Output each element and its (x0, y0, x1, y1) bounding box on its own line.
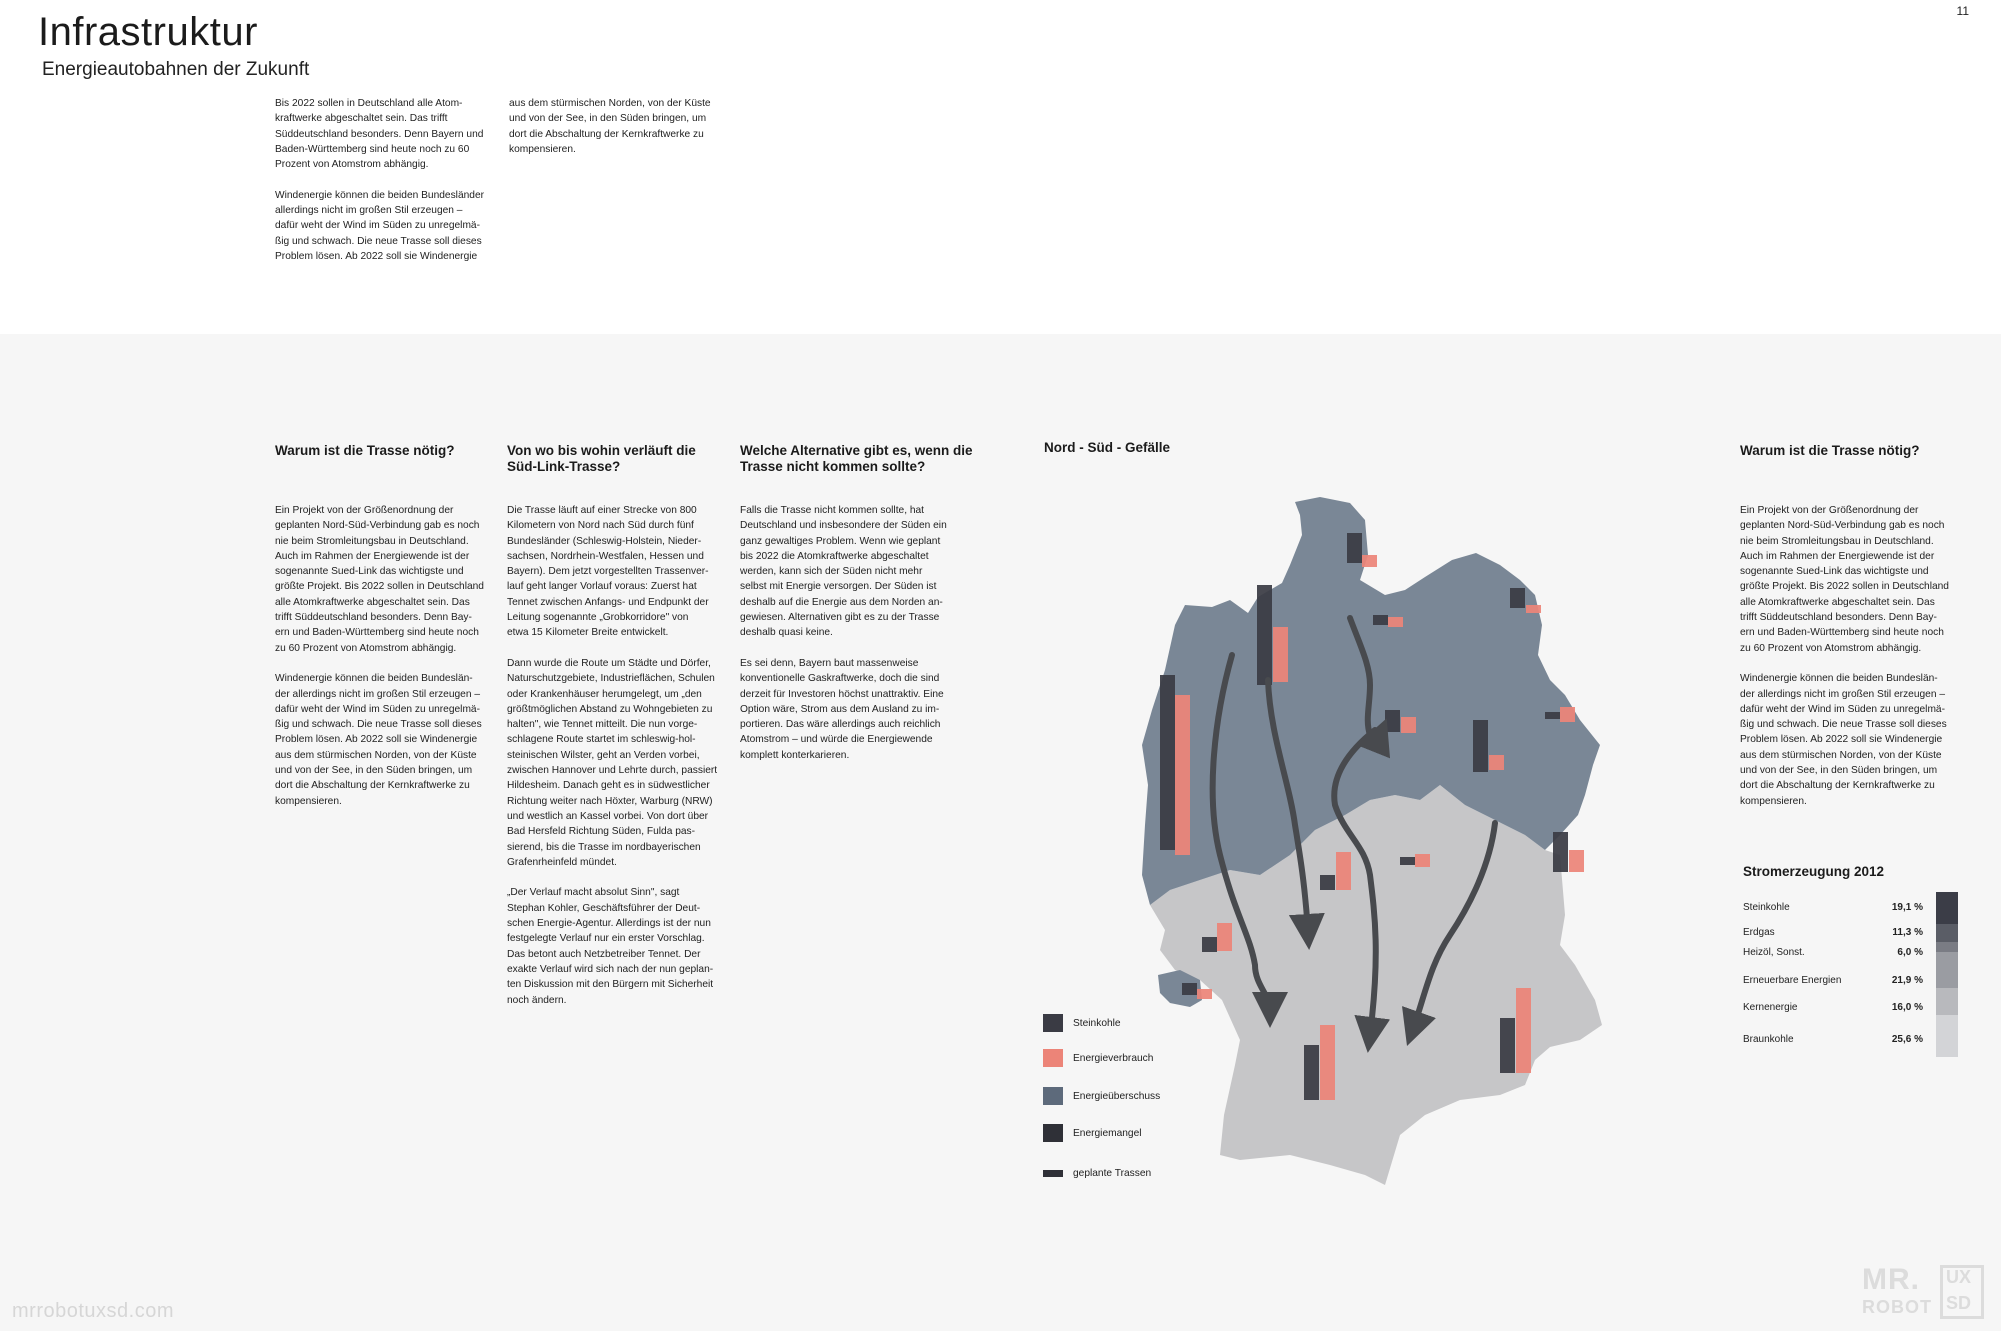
production-row-name: Erdgas (1743, 927, 1775, 938)
map-bar (1500, 1018, 1515, 1073)
section-body-2: Die Trasse läuft auf einer Strecke von 800 Kilometern von Nord nach Süd durch fünf Bundesländer (Schleswig-Holstein, Nieder- sachsen, Nordrhein-Westfalen, Hessen und Bayern). Dem jetzt vorgestellten Trassenver- lauf geht langer Vorlauf voraus: Zuerst hat Tennet zwischen Anfangs- und Endpunkt der Leitung sogenannte „Grobkorridore" von etwa 15 Kilometer Breite entwickelt. Dann wurde die Route um Städte und Dörfer, Naturschutzgebiete, Industrieflächen, Schulen oder Krankenhäuser herumgelegt, um „den größtmöglichen Abstand zu Wohngebieten zu halten", wie Tennet mitteilt. Die nun vorge- schlagene Route startet im schleswig-hol- steinischen Wilster, geht an Verden vorbei, zwischen Hannover und Lehrte durch, passiert Hildesheim. Danach geht es in südwestlicher Richtung weiter nach Höxter, Warburg (NRW) und westlich an Kassel vorbei. Von dort über Bad Hersfeld Richtung Süden, Fulda pas- sierend, bis die Trasse im nordbayerischen Grafenrheinfeld mündet. „Der Verlauf macht absolut Sinn", sagt Stephan Kohler, Geschäftsführer der Deut- schen Energie-Agentur. Allerdings ist der nun festgelegte Verlauf nur ein erster Vorschlag. Das betont auch Netzbetreiber Tennet. Der exakte Verlauf wird sich nach der nun geplan- ten Diskussion mit den Bürgern mit Sicherheit noch ändern. (507, 505, 718, 1006)
production-swatch (1936, 952, 1958, 988)
production-row (1743, 975, 1923, 991)
map-bar (1516, 988, 1531, 1073)
map-bar (1569, 850, 1584, 872)
map-bar (1489, 755, 1504, 770)
section-body-1: Ein Projekt von der Größenordnung der geplanten Nord-Süd-Verbindung gab es noch nie beim Stromleitungsbau in Deutschland. Auch im Rahmen der Energiewende ist der sogenannte Sued-Link das wichtigste und größte Projekt. Bis 2022 sollen in Deutschland alle Atomkraftwerke abgeschaltet sein. Das trifft Süddeutschland besonders. Denn Bay- ern und Baden-Württemberg sind heute noch zu 60 Prozent von Atomstrom abhängig. Windenergie können die beiden Bundeslän- der allerdings nicht im großen Stil erzeugen – dafür weht der Wind im Süden zu unregelmä- ßig und schwach. Die neue Trasse soll dieses Problem lösen. Ab 2022 soll sie Windenergie aus dem stürmischen Norden, von der Küste und von der See, in den Süden bringen, um dort die Abschaltung der Kernkraftwerke zu kompensieren. (275, 505, 484, 807)
legend-item-energiemangel (1043, 1123, 1142, 1143)
map-bar (1400, 857, 1415, 865)
map-bar (1373, 615, 1388, 625)
production-row (1743, 902, 1923, 918)
legend-swatch (1043, 1170, 1063, 1177)
map-bar (1304, 1045, 1319, 1100)
production-row-value: 19,1 % (1891, 902, 1923, 913)
production-title: Stromerzeugung 2012 (1743, 864, 1885, 879)
map-bar (1385, 710, 1400, 732)
legend-swatch (1043, 1124, 1063, 1142)
logo-mr: MR. (1862, 1263, 1920, 1296)
bottom-section (0, 334, 2001, 1331)
production-row-name: Steinkohle (1743, 902, 1790, 913)
legend-item-steinkohle (1043, 1013, 1121, 1033)
map-bar (1510, 588, 1525, 608)
production-swatch (1936, 988, 1958, 1014)
map-bar (1257, 585, 1272, 685)
section-body-3: Falls die Trasse nicht kommen sollte, hat Deutschland und insbesondere der Süden ein ganz gewaltiges Problem. Wenn wie geplant bis 2022 die Atomkraftwerke abgeschaltet werden, kann sich der Süden nicht mehr selbst mit Energie versorgen. Der Süden ist deshalb auf die Energie aus dem Norden an- gewiesen. Alternativen gibt es zu der Trasse deshalb quasi keine. Es sei denn, Bayern baut massenweise konventionelle Gaskraftwerke, doch die sind derzeit für Investoren höchst unattraktiv. Eine Option wäre, Strom aus dem Ausland zu im- portieren. Das wäre allerdings auch reichlich Atomstrom – und würde die Energiewende komplett konterkarieren. (740, 505, 947, 761)
map-bar (1336, 852, 1351, 890)
production-row (1743, 947, 1923, 963)
production-swatch (1936, 924, 1958, 943)
page-subtitle: Energieautobahnen der Zukunft (42, 59, 310, 80)
map-bar (1273, 627, 1288, 682)
map-bar (1202, 937, 1217, 952)
production-row-name: Heizöl, Sonst. (1743, 947, 1805, 958)
production-row-value: 11,3 % (1892, 927, 1923, 938)
production-row-name: Braunkohle (1743, 1034, 1794, 1045)
map-bar (1175, 695, 1190, 855)
map-bar (1526, 605, 1541, 613)
map-bar (1217, 923, 1232, 951)
watermark-site: mrrobotuxsd.com (12, 1300, 174, 1322)
map-bar (1160, 675, 1175, 850)
production-row-name: Erneuerbare Energien (1743, 975, 1842, 986)
logo-sd: SD (1946, 1293, 1972, 1313)
section-heading-4: Warum ist die Trasse nötig? (1740, 443, 1920, 458)
legend-swatch (1043, 1087, 1063, 1105)
legend-label: geplante Trassen (1073, 1167, 1152, 1179)
map-bar (1553, 832, 1568, 872)
section-body-4: Ein Projekt von der Größenordnung der geplanten Nord-Süd-Verbindung gab es noch nie beim Stromleitungsbau in Deutschland. Auch im Rahmen der Energiewende ist der sogenannte Sued-Link das wichtigste und größte Projekt. Bis 2022 sollen in Deutschland alle Atomkraftwerke abgeschaltet sein. Das trifft Süddeutschland besonders. Denn Bay- ern und Baden-Württemberg sind heute noch zu 60 Prozent von Atomstrom abhängig. Windenergie können die beiden Bundeslän- der allerdings nicht im großen Stil erzeugen – dafür weht der Wind im Süden zu unregelmä- ßig und schwach. Die neue Trasse soll dieses Problem lösen. Ab 2022 soll sie Windenergie aus dem stürmischen Norden, von der Küste und von der See, in den Süden bringen, um dort die Abschaltung der Kernkraftwerke zu kompensieren. (1740, 505, 1949, 807)
map-bar (1347, 533, 1362, 563)
page-number: 11 (1956, 4, 1969, 18)
logo-robot: ROBOT (1862, 1297, 1932, 1317)
section-heading-3: Welche Alternative gibt es, wenn die Trasse nicht kommen sollte? (740, 443, 973, 474)
intro-text-col2: aus dem stürmischen Norden, von der Küste und von der See, in den Süden bringen, um dort die Abschaltung der Kernkraftwerke zu kompensieren. (509, 98, 711, 155)
map-title: Nord - Süd - Gefälle (1044, 440, 1171, 455)
production-swatch (1936, 1015, 1958, 1057)
watermark-logo (1862, 1263, 1986, 1321)
section-heading-1: Warum ist die Trasse nötig? (275, 443, 455, 458)
production-row (1743, 1034, 1923, 1050)
legend-label: Energiemangel (1073, 1127, 1142, 1139)
logo-ux: UX (1946, 1267, 1972, 1287)
intro-text-col1: Bis 2022 sollen in Deutschland alle Atom- kraftwerke abgeschaltet sein. Das trifft Süddeutschland besonders. Denn Bayern und Baden-Württemberg sind heute noch zu 60 Prozent von Atomstrom abhängig. Windenergie können die beiden Bundesländer allerdings nicht im großen Stil erzeugen – dafür weht der Wind im Süden zu unregelmä- ßig und schwach. Die neue Trasse soll dieses Problem lösen. Ab 2022 soll sie Windenergie (275, 98, 484, 262)
production-row-value: 21,9 % (1891, 975, 1923, 986)
legend-label: Steinkohle (1073, 1017, 1121, 1029)
production-row-name: Kernenergie (1743, 1002, 1798, 1013)
production-swatch (1936, 892, 1958, 924)
map-bar (1401, 717, 1416, 733)
top-section (0, 0, 2001, 334)
page-title: Infrastruktur (38, 10, 258, 54)
section-heading-2: Von wo bis wohin verläuft die Süd-Link-Trasse? (507, 443, 696, 474)
legend-item-geplante-trassen (1043, 1163, 1151, 1183)
map-bar (1473, 720, 1488, 772)
production-row (1743, 927, 1923, 943)
legend-item-energieueberschuss (1043, 1086, 1160, 1106)
map-bar (1560, 707, 1575, 722)
map-bar (1320, 1025, 1335, 1100)
legend-label: Energieverbrauch (1073, 1052, 1154, 1064)
production-row-value: 25,6 % (1891, 1034, 1923, 1045)
map-bar (1388, 617, 1403, 627)
germany-energy-map (1140, 495, 1650, 1185)
production-row-value: 6,0 % (1897, 947, 1923, 958)
legend-swatch (1043, 1049, 1063, 1067)
legend-item-energieverbrauch (1043, 1048, 1153, 1068)
map-bar (1197, 989, 1212, 999)
map-bar (1320, 875, 1335, 890)
map-bar (1362, 555, 1377, 567)
production-row-value: 16,0 % (1891, 1002, 1923, 1013)
map-bar (1182, 983, 1197, 995)
map-bar (1415, 854, 1430, 867)
map-bar (1545, 712, 1560, 719)
production-row (1743, 1002, 1923, 1018)
legend-swatch (1043, 1014, 1063, 1032)
production-swatch (1936, 942, 1958, 952)
legend-label: Energieüberschuss (1073, 1090, 1161, 1102)
